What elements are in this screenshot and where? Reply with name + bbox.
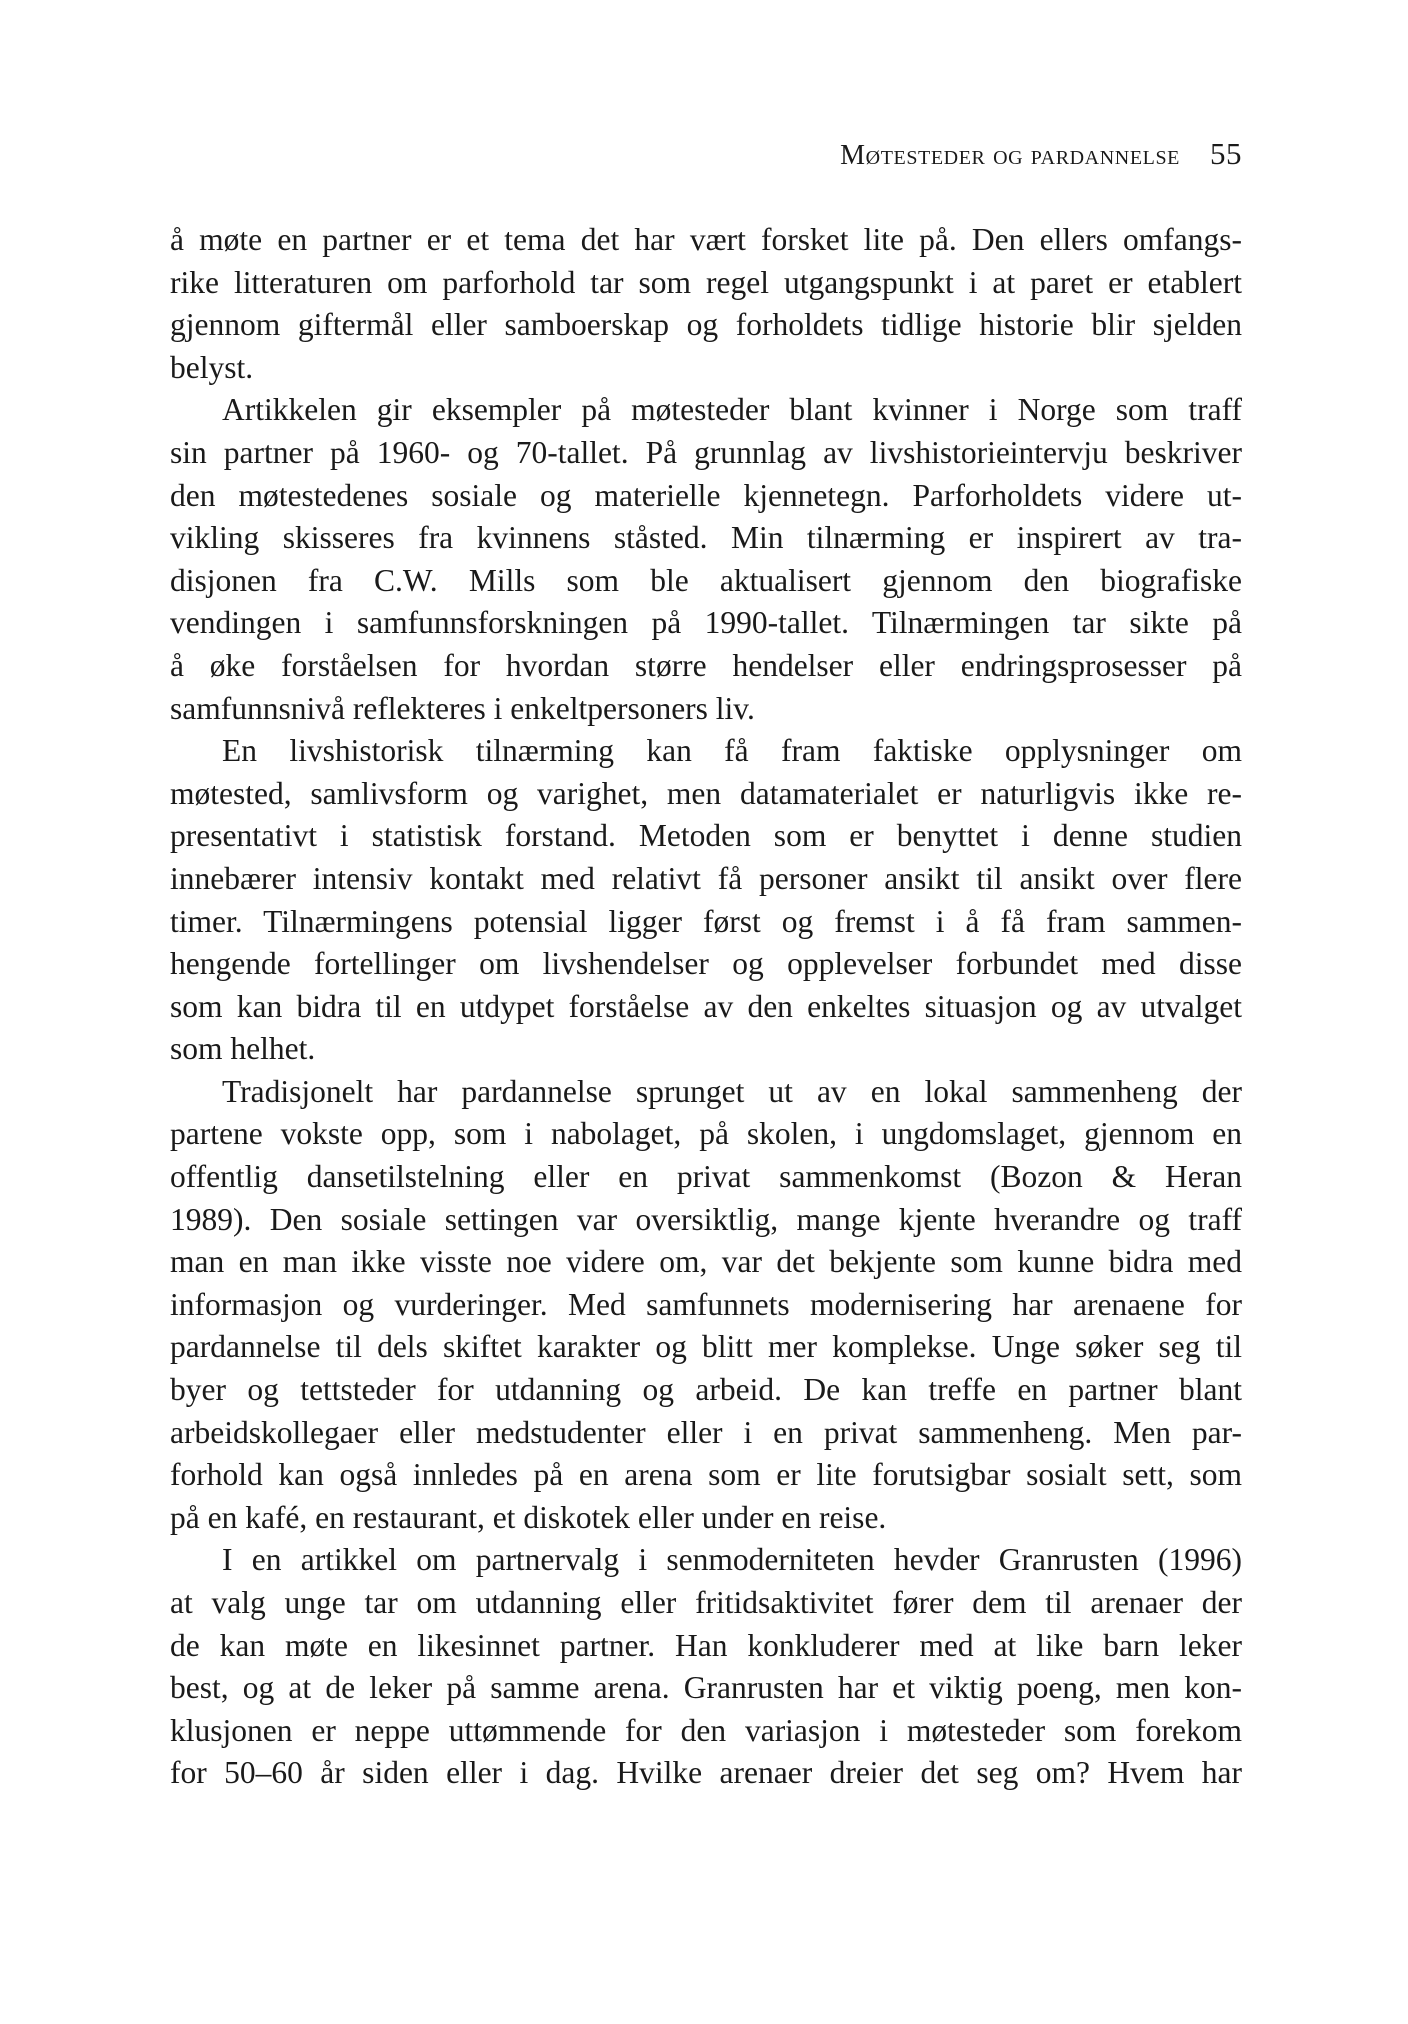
text-line: disjonen fra C.W. Mills som ble aktualisert gjennom den biografiske xyxy=(170,562,1242,598)
page-number: 55 xyxy=(1210,136,1242,171)
text-line: møtested, samlivsform og varighet, men datamaterialet er naturligvis ikke re- xyxy=(170,775,1242,811)
text-line: som kan bidra til en utdypet forståelse av den enkeltes situasjon og av utvalget xyxy=(170,988,1242,1024)
text-line: 1989). Den sosiale settingen var oversiktlig, mange kjente hverandre og traff xyxy=(170,1201,1242,1237)
text-line: Artikkelen gir eksempler på møtesteder blant kvinner i Norge som traff xyxy=(222,392,1242,428)
text-line: man en man ikke visste noe videre om, var det bekjente som kunne bidra med xyxy=(170,1244,1242,1280)
text-line: at valg unge tar om utdanning eller fritidsaktivitet fører dem til arenaer der xyxy=(170,1585,1242,1620)
text-line: informasjon og vurderinger. Med samfunnets modernisering har arenaene for xyxy=(170,1286,1242,1322)
text-line: best, og at de leker på samme arena. Granrusten har et viktig poeng, men kon- xyxy=(170,1670,1242,1706)
text-line: å møte en partner er et tema det har vært forsket lite på. Den ellers omfangs- xyxy=(170,222,1242,257)
text-line: klusjonen er neppe uttømmende for den variasjon i møtesteder som forekom xyxy=(170,1712,1242,1748)
text-line: å øke forståelsen for hvordan større hendelser eller endringsprosesser på xyxy=(170,647,1242,683)
text-line: for 50–60 år siden eller i dag. Hvilke arenaer dreier det seg om? Hvem har xyxy=(170,1755,1242,1791)
text-line: gjennom giftermål eller samboerskap og forholdets tidlige historie blir sjelden xyxy=(170,307,1242,343)
text-line: innebærer intensiv kontakt med relativt få personer ansikt til ansikt over flere xyxy=(170,860,1242,896)
text-line: I en artikkel om partnervalg i senmoderniteten hevder Granrusten (1996) xyxy=(222,1542,1242,1578)
body-text xyxy=(170,219,1242,1795)
text-line: rike litteraturen om parforhold tar som regel utgangspunkt i at paret er etablert xyxy=(170,264,1242,300)
text-line: belyst. xyxy=(170,349,254,385)
text-line: arbeidskollegaer eller medstudenter eller i en privat sammenheng. Men par- xyxy=(170,1414,1242,1450)
text-line: som helhet. xyxy=(170,1031,316,1067)
text-line: sin partner på 1960- og 70-tallet. På grunnlag av livshistorieintervju beskriver xyxy=(170,434,1242,470)
text-line: En livshistorisk tilnærming kan få fram faktiske opplysninger om xyxy=(222,733,1242,769)
text-line: pardannelse til dels skiftet karakter og blitt mer komplekse. Unge søker seg til xyxy=(170,1329,1242,1365)
text-line: de kan møte en likesinnet partner. Han konkluderer med at like barn leker xyxy=(170,1627,1242,1663)
text-line: samfunnsnivå reflekteres i enkeltpersoners liv. xyxy=(170,690,755,726)
text-line: byer og tettsteder for utdanning og arbeid. De kan treffe en partner blant xyxy=(170,1372,1242,1408)
text-line: vikling skisseres fra kvinnens ståsted. Min tilnærming er inspirert av tra- xyxy=(170,520,1242,556)
text-line: offentlig dansetilstelning eller en privat sammenkomst (Bozon & Heran xyxy=(170,1159,1242,1195)
text-line: hengende fortellinger om livshendelser og opplevelser forbundet med disse xyxy=(170,946,1242,982)
text-line: timer. Tilnærmingens potensial ligger først og fremst i å få fram sammen- xyxy=(170,903,1242,939)
text-line: vendingen i samfunnsforskningen på 1990-tallet. Tilnærmingen tar sikte på xyxy=(170,605,1242,641)
text-line: den møtestedenes sosiale og materielle kjennetegn. Parforholdets videre ut- xyxy=(170,477,1242,513)
text-line: presentativt i statistisk forstand. Metoden som er benyttet i denne studien xyxy=(170,818,1242,854)
text-line: Tradisjonelt har pardannelse sprunget ut av en lokal sammenheng der xyxy=(222,1073,1242,1109)
text-line: partene vokste opp, som i nabolaget, på skolen, i ungdomslaget, gjennom en xyxy=(170,1116,1242,1152)
running-title: Møtesteder og pardannelse xyxy=(840,140,1180,171)
text-line: forhold kan også innledes på en arena som er lite forutsigbar sosialt sett, som xyxy=(170,1457,1242,1493)
running-head xyxy=(170,136,1242,180)
text-line: på en kafé, en restaurant, et diskotek eller under en reise. xyxy=(170,1499,887,1535)
